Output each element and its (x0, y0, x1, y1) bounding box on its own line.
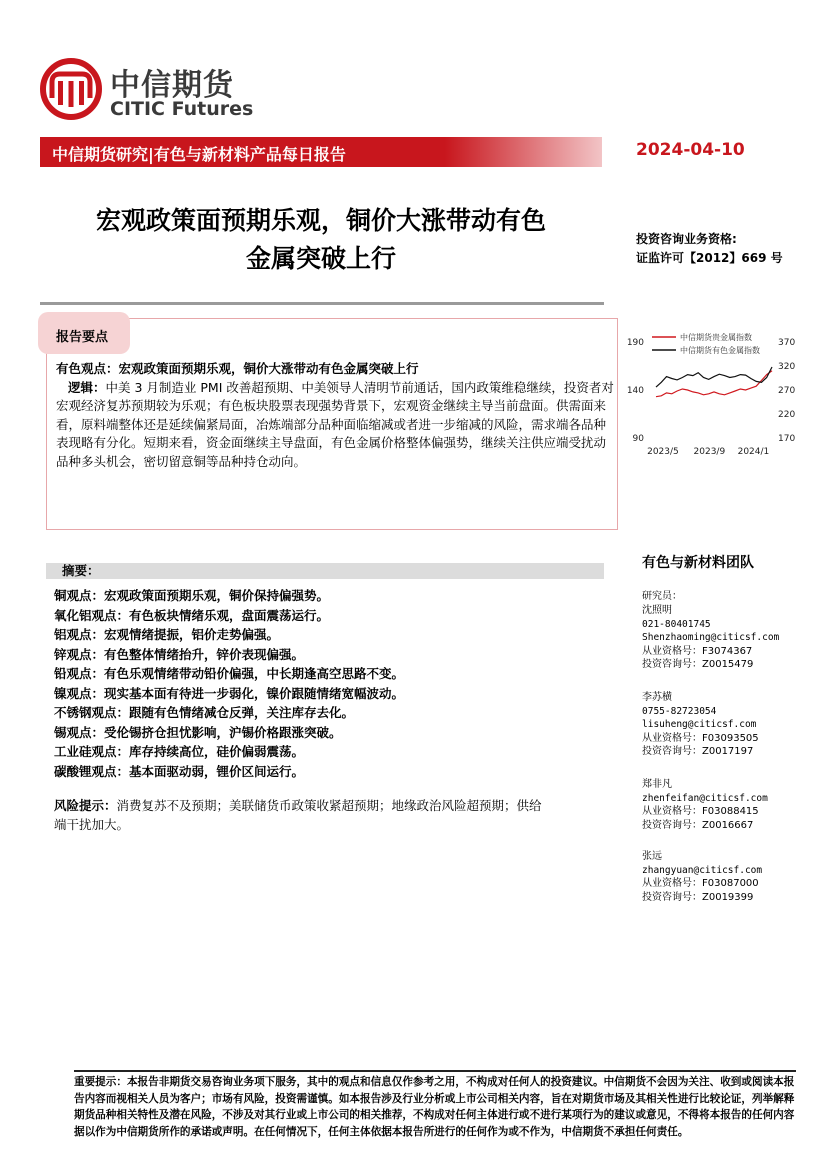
summary-item-silicon: 工业硅观点：库存持续高位，硅价偏弱震荡。 (54, 744, 305, 759)
member-card (642, 691, 759, 759)
y-tick-label: 220 (778, 410, 796, 420)
logic-paragraph (56, 379, 616, 472)
citic-logo-icon (40, 58, 102, 120)
title-line-2: 金属突破上行 (245, 244, 396, 273)
legend-label: 中信期货有色金属指数 (680, 346, 760, 355)
cert-line-2: 证监许可【2012】669 号 (636, 251, 783, 265)
header-divider (40, 302, 604, 305)
disclaimer: 重要提示：本报告非期货交易咨询业务项下服务，其中的观点和信息仅作参考之用，不构成对任何人的投资建议。中信期货不会因为关注、收到或阅读本报告内容而视相关人员为客户；市场有风险，投资需谨慎。如本报告涉及行业分析或上市公司相关内容，旨在对期货市场及其相关性进行比较论证，列举解释期货品种相关特性及潜在风险，不涉及对其行业或上市公司的相关推荐，不构成对任何主体进行或不进行某项行为的建议或意见，不得将本报告的任何内容据以作为中信期货所作的承诺或声明。在任何情况下，任何主体依据本报告所进行的任何作为或不作为，中信期货不承担任何责任。 (74, 1076, 795, 1138)
series-line (656, 367, 772, 387)
member-email: lisuheng@citicsf.com (642, 719, 757, 731)
view-line (56, 360, 616, 379)
y-tick-label: 90 (632, 434, 644, 444)
risk-warning (54, 796, 554, 834)
title-line-1: 宏观政策面预期乐观，铜价大涨带动有色 (95, 206, 546, 235)
member-cert: 投资咨询号：Z0015479 (642, 659, 754, 671)
risk-text: 消费复苏不及预期；美联储货币政策收紧超预期；地缘政治风险超预期；供给端干扰加大。 (54, 798, 542, 832)
member-card (642, 778, 768, 832)
team-title: 有色与新材料团队 (642, 555, 754, 571)
member-name: 沈照明 (642, 605, 672, 616)
summary-item-copper: 铜观点：宏观政策面预期乐观，铜价保持偏强势。 (54, 588, 330, 603)
x-tick-label: 2023/9 (693, 447, 726, 457)
logic-label: 逻辑： (68, 379, 106, 395)
index-chart (620, 330, 820, 460)
brand-name-cn: 中信期货 (110, 68, 234, 103)
member-phone: 0755-82723054 (642, 705, 717, 717)
member-cert: 从业资格号：F03093505 (642, 732, 759, 744)
y-tick-label: 320 (778, 362, 796, 372)
member-email: Shenzhaoming@citicsf.com (642, 632, 780, 644)
member-cert: 从业资格号：F03087000 (642, 878, 759, 890)
report-date: 2024-04-10 (636, 140, 745, 160)
team-role: 研究员： (642, 591, 682, 602)
key-points-tab-label: 报告要点 (56, 330, 109, 345)
report-banner (40, 137, 602, 167)
summary-item-lead: 铅观点：有色乐观情绪带动铅价偏强，中长期逢高空思路不变。 (54, 666, 405, 681)
member-name: 郑非凡 (642, 779, 672, 790)
y-tick-label: 170 (778, 434, 796, 444)
brand-name-en: CITIC Futures (110, 98, 254, 120)
member-cert: 投资咨询号：Z0016667 (642, 819, 754, 831)
member-card (642, 604, 779, 672)
summary-item-zinc: 锌观点：有色整体情绪抬升，锌价表现偏强。 (54, 646, 305, 662)
legend-label: 中信期货贵金属指数 (680, 333, 752, 342)
logic-text: 中美 3 月制造业 PMI 改善超预期、中美领导人清明节前通话，国内政策维稳继续，投资者对宏观经济复苏预期较为乐观；有色板块股票表现强势背景下，宏观资金继续主导当前盘面。供需面来看，原料端整体还是延续偏紧局面，冶炼端部分品种面临缩减或者进一步缩减的风险，需求端各品种表现略有分化。短期来看，资金面继续主导盘面，有色金属价格整体偏强势，继续关注供应端受扰动品种多头机会，密切留意铜等品种持仓动向。 (56, 379, 614, 469)
view-text: 宏观政策面预期乐观，铜价大涨带动有色金属突破上行 (118, 361, 419, 376)
summary-item-stainless: 不锈钢观点：跟随有色情绪减仓反弹，关注库存去化。 (54, 705, 355, 720)
y-tick-label: 370 (778, 338, 796, 348)
disclaimer-divider (74, 1070, 796, 1072)
banner-text: 中信期货研究|有色与新材料产品每日报告 (52, 145, 346, 164)
member-cert: 投资咨询号：Z0017197 (642, 746, 754, 758)
x-tick-label: 2023/5 (647, 447, 679, 457)
member-email: zhangyuan@citicsf.com (642, 864, 763, 876)
cert-line-1: 投资咨询业务资格: (636, 232, 737, 246)
key-points-content (56, 360, 616, 471)
member-cert: 投资咨询号：Z0019399 (642, 891, 754, 903)
summary-item-tin: 锡观点：受伦锡挤仓担忧影响，沪锡价格跟涨突破。 (54, 724, 342, 740)
member-name: 张远 (642, 851, 662, 862)
summary-bar (46, 563, 604, 579)
report-title (40, 202, 602, 278)
certification (636, 230, 783, 268)
y-tick-label: 190 (626, 338, 644, 348)
summary-item-lithium: 碳酸锂观点：基本面驱动弱，锂价区间运行。 (54, 763, 305, 779)
y-tick-label: 140 (626, 386, 644, 396)
member-phone: 021-80401745 (642, 618, 711, 630)
summary-item-alumina: 氧化铝观点：有色板块情绪乐观，盘面震荡运行。 (54, 607, 330, 623)
member-cert: 从业资格号：F3074367 (642, 645, 753, 657)
summary-item-nickel: 镍观点：现实基本面有待进一步弱化，镍价跟随情绪宽幅波动。 (54, 685, 405, 701)
member-email: zhenfeifan@citicsf.com (642, 792, 768, 804)
view-label: 有色观点： (56, 361, 119, 376)
member-name: 李苏横 (642, 692, 672, 703)
summary-item-aluminum: 铝观点：宏观情绪提振，铝价走势偏强。 (54, 627, 280, 642)
member-cert: 从业资格号：F03088415 (642, 806, 759, 818)
x-tick-label: 2024/1 (737, 447, 770, 457)
series-line (656, 371, 772, 397)
y-tick-label: 270 (778, 386, 796, 396)
member-card (642, 850, 762, 904)
summary-list (54, 586, 614, 781)
summary-label: 摘要： (62, 563, 100, 578)
risk-label: 风险提示： (54, 798, 117, 813)
